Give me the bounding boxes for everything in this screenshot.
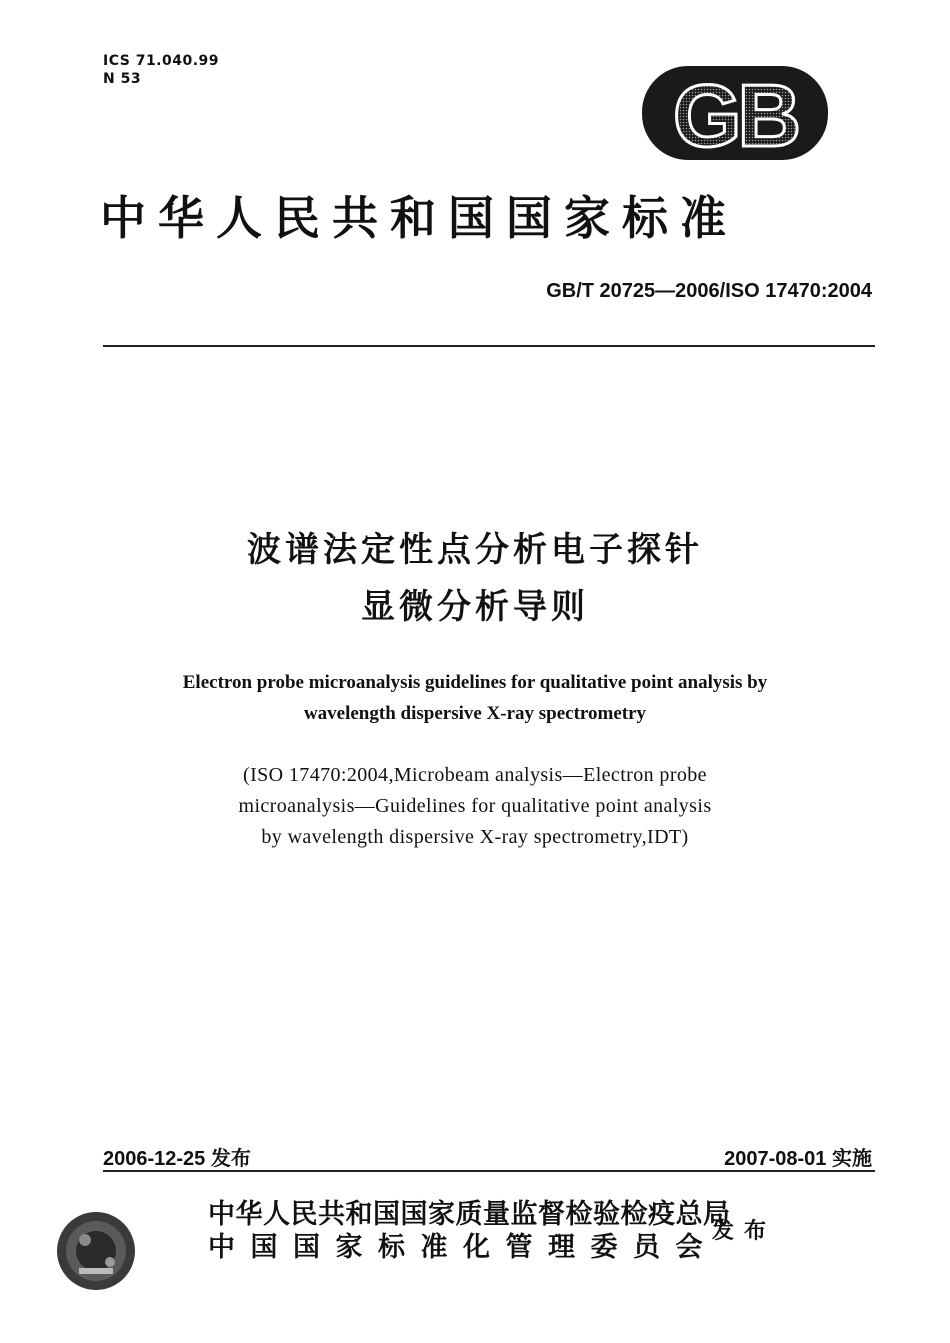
classification-codes	[103, 52, 219, 88]
national-standard-title: 中华人民共和国国家标准	[100, 191, 738, 245]
gb-logo-text: GB	[673, 66, 797, 162]
chinese-title-line1: 波谱法定性点分析电子探针	[247, 530, 703, 570]
implement-date: 2007-08-01 实施	[724, 1148, 872, 1170]
gb-logo	[640, 64, 830, 162]
english-title-line2: wavelength dispersive X-ray spectrometry	[303, 703, 647, 724]
publish-label: 发布	[712, 1218, 777, 1244]
top-divider	[103, 345, 875, 347]
issuer-line1: 中华人民共和国国家质量监督检验检疫总局	[208, 1199, 731, 1230]
bottom-divider	[103, 1170, 875, 1172]
issuer-line2: 中国国家标准化管理委员会	[208, 1232, 718, 1263]
standard-number: GB/T 20725—2006/ISO 17470:2004	[546, 280, 872, 302]
english-title-line1: Electron probe microanalysis guidelines for qualitative point analysis by	[182, 672, 768, 693]
iso-reference-line3: by wavelength dispersive X-ray spectrometry,IDT)	[261, 826, 689, 848]
issue-date: 2006-12-25 发布	[103, 1148, 251, 1170]
iso-reference-line2: microanalysis—Guidelines for qualitative point analysis	[238, 795, 712, 817]
official-seal-icon	[55, 1210, 137, 1292]
iso-reference-line1: (ISO 17470:2004,Microbeam analysis—Electron probe	[243, 764, 707, 786]
chinese-title-line2: 显微分析导则	[361, 587, 589, 627]
ics-code: ICS 71.040.99	[103, 53, 220, 69]
ccs-code: N 53	[103, 71, 142, 87]
